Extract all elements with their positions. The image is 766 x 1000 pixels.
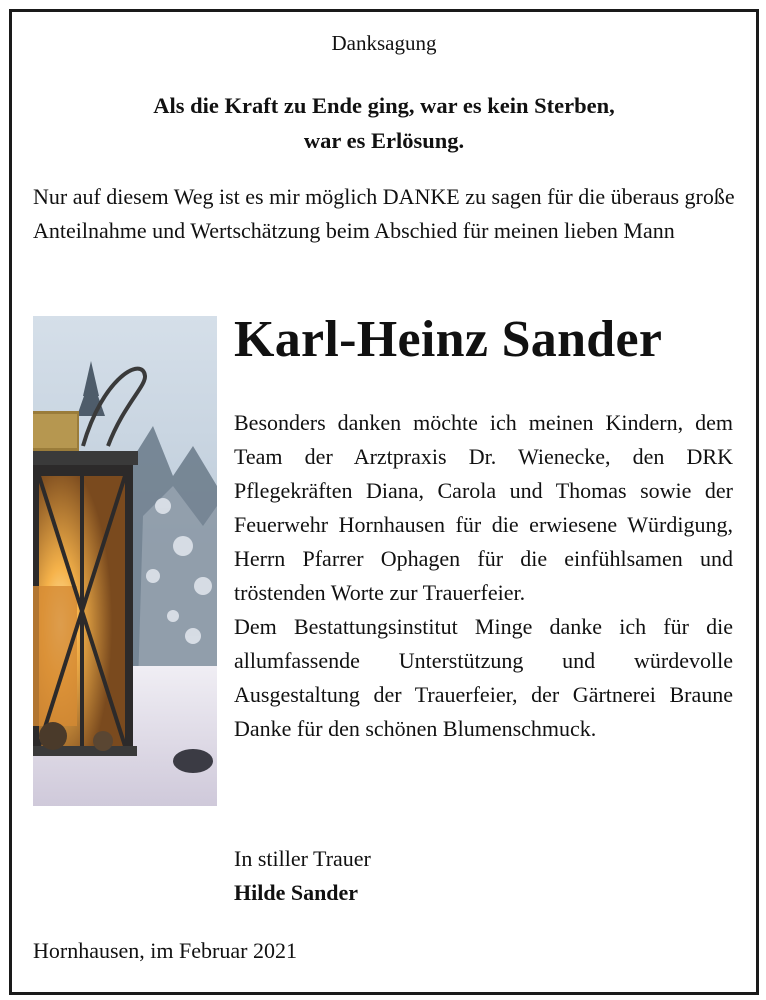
thanks-paragraph-2: Dem Bestattungsinstitut Minge danke ich für die allumfassende Unterstützung und würdevolle Ausgestaltung der Trauerfeier, der Gärtnerei Braune Danke für den schönen Blumenschmuck. xyxy=(234,614,733,741)
thanks-text xyxy=(234,406,733,746)
thanks-paragraph-1: Besonders danken möchte ich meinen Kindern, dem Team der Arztpraxis Dr. Wienecke, den DRK Pflegekräften Diana, Carola und Thomas sowie der Feuerwehr Hornhausen für die erwiesene Würdigung, Herrn Pfarrer Ophagen für die einfühlsamen und tröstenden Worte zur Trauerfeier. xyxy=(234,410,733,605)
signer-name: Hilde Sander xyxy=(234,880,359,905)
notice-motto xyxy=(12,88,756,158)
deceased-name: Karl-Heinz Sander xyxy=(234,311,663,368)
notice-heading: Danksagung xyxy=(331,31,437,55)
motto-line-2: war es Erlösung. xyxy=(303,128,465,153)
place-and-date: Hornhausen, im Februar 2021 xyxy=(33,938,297,963)
intro-text: Nur auf diesem Weg ist es mir möglich DANKE zu sagen für die überaus große Anteilnahme und Wertschätzung beim Abschied für meinen lieben Mann xyxy=(33,184,735,243)
lantern-candle-snow-photo xyxy=(33,316,217,806)
obituary-notice-frame xyxy=(9,9,759,995)
closing-phrase: In stiller Trauer xyxy=(234,846,371,871)
closing-block xyxy=(234,842,371,910)
motto-line-1: Als die Kraft zu Ende ging, war es kein Sterben, xyxy=(153,93,615,118)
